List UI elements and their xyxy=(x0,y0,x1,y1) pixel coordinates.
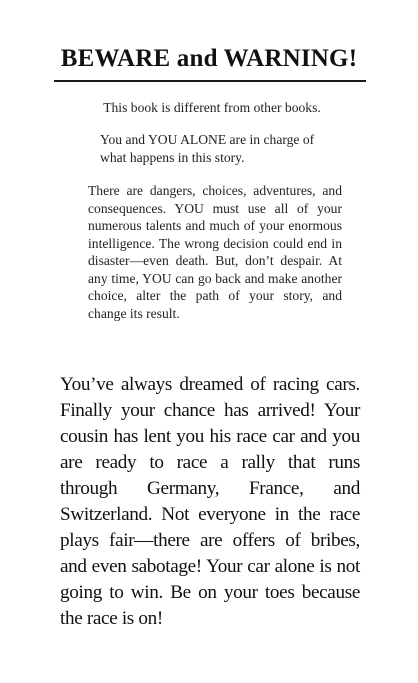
story-intro-paragraph: You’ve always dreamed of racing cars. Finally your chance has arrived! Your cousin has lent you his race car and you are ready to race a rally that runs through Germany, France, and Switzerland. Not everyone in the race plays fair—there are offers of bribes, and even sabotage! Your car alone is not going to win. Be on your toes because the race is on! xyxy=(60,374,360,629)
page-title: BEWARE and WARNING! xyxy=(60,45,358,72)
warning-paragraph-dangers: There are dangers, choices, adventures, and consequences. YOU must use all of your numerous talents and much of your enormous intelligence. The wrong decision could end in disaster—even death. But, don’t despair. At any time, YOU can go back and make another choice, alter the path of your story, and change its result. xyxy=(88,183,342,321)
warning-intro-line: This book is different from other books. xyxy=(103,100,321,115)
warning-paragraph-control: You and YOU ALONE are in charge of what happens in this story. xyxy=(100,132,315,165)
title-underline-divider xyxy=(54,80,366,82)
